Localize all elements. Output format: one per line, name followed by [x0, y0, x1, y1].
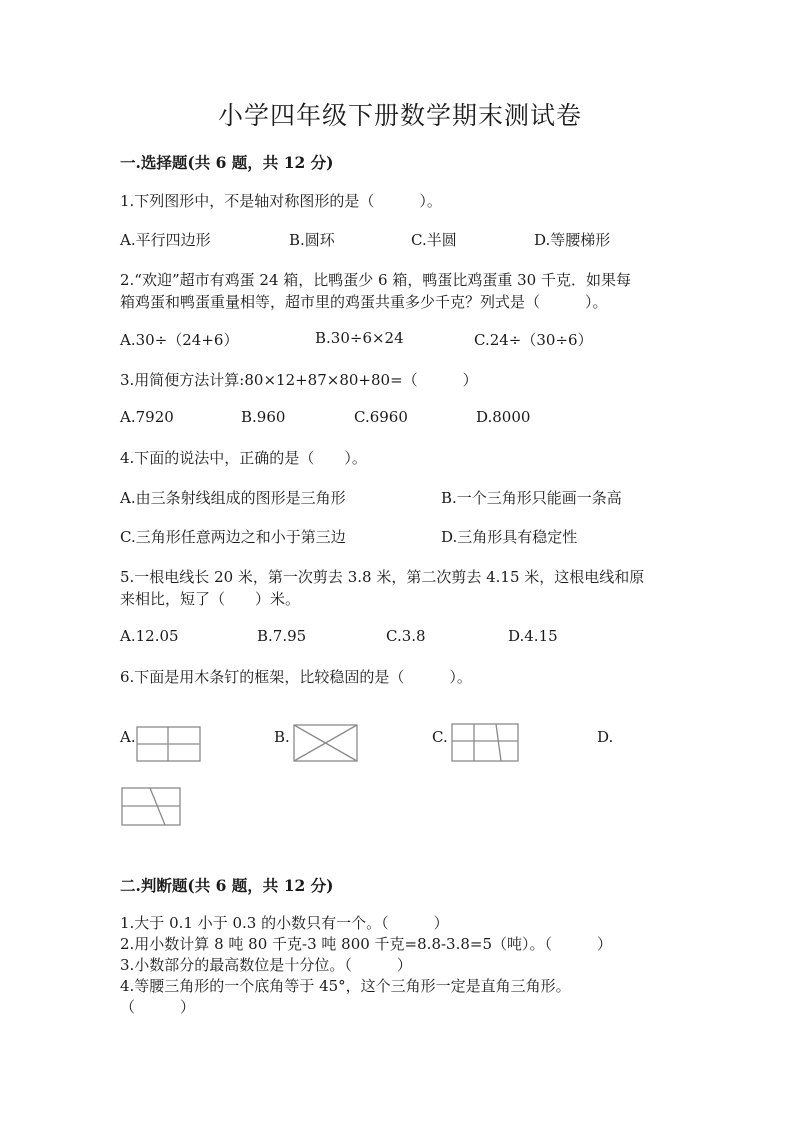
- page-title: 小学四年级下册数学期末测试卷: [217, 101, 582, 130]
- question-1-option-b: B.圆环: [289, 231, 335, 249]
- question-6-stem: 6.下面是用木条钉的框架，比较稳固的是（ ）。: [120, 668, 472, 686]
- question-2-stem-line2: 箱鸡蛋和鸭蛋重量相等，超市里的鸡蛋共重多少千克？列式是（ ）。: [120, 293, 608, 311]
- question-2-option-b: B.30÷6×24: [315, 329, 404, 347]
- question-3-option-a: A.7920: [120, 408, 174, 426]
- true-false-item-4-bracket: （ ）: [120, 998, 196, 1016]
- question-6-option-a-label: A.: [120, 728, 136, 746]
- question-3-option-c: C.6960: [354, 408, 408, 426]
- true-false-item-2: 2.用小数计算 8 吨 80 千克-3 吨 800 千克=8.8-3.8=5（吨）。（ ）: [120, 935, 613, 953]
- question-5-option-c: C.3.8: [386, 627, 426, 645]
- question-3-stem: 3.用简便方法计算:80×12+87×80+80=（ ）: [120, 371, 478, 389]
- question-1-option-c: C.半圆: [411, 231, 457, 249]
- frame-figure-c: [451, 722, 521, 770]
- question-2-option-a: A.30÷（24+6）: [120, 331, 239, 349]
- true-false-item-3: 3.小数部分的最高数位是十分位。（ ）: [120, 956, 412, 974]
- question-4-option-b: B.一个三角形只能画一条高: [441, 489, 622, 507]
- question-5-option-a: A.12.05: [120, 627, 179, 645]
- question-3-option-d: D.8000: [476, 408, 531, 426]
- question-5-option-b: B.7.95: [257, 627, 307, 645]
- section-heading-true-false: 二.判断题(共 6 题，共 12 分): [120, 876, 334, 895]
- question-4-option-c: C.三角形任意两边之和小于第三边: [120, 528, 346, 546]
- question-4-option-d: D.三角形具有稳定性: [441, 528, 578, 546]
- question-2-stem-line1: 2.“欢迎”超市有鸡蛋 24 箱，比鸭蛋少 6 箱，鸭蛋比鸡蛋重 30 千克．如果每: [120, 271, 631, 289]
- question-2-option-c: C.24÷（30÷6）: [474, 331, 593, 349]
- question-6-option-d-label: D.: [597, 728, 614, 746]
- question-5-stem-line2: 来相比，短了（ ）米。: [120, 590, 301, 608]
- question-5-stem-line1: 5.一根电线长 20 米，第一次剪去 3.8 米，第二次剪去 4.15 米，这根电线和原: [120, 568, 645, 586]
- question-1-stem: 1.下列图形中，不是轴对称图形的是（ ）。: [120, 192, 442, 210]
- question-4-option-a: A.由三条射线组成的图形是三角形: [120, 489, 346, 507]
- section-heading-choice: 一.选择题(共 6 题，共 12 分): [120, 153, 334, 172]
- question-6-option-b-label: B.: [274, 728, 290, 746]
- question-1-option-d: D.等腰梯形: [534, 231, 611, 249]
- true-false-item-4: 4.等腰三角形的一个底角等于 45°，这个三角形一定是直角三角形。: [120, 977, 571, 995]
- frame-figure-a: [136, 725, 202, 769]
- question-1-option-a: A.平行四边形: [120, 231, 211, 249]
- question-6-option-c-label: C.: [432, 728, 448, 746]
- true-false-item-1: 1.大于 0.1 小于 0.3 的小数只有一个。（ ）: [120, 914, 449, 932]
- frame-figure-d: [121, 786, 183, 832]
- question-3-option-b: B.960: [241, 408, 286, 426]
- frame-figure-b: [293, 723, 359, 769]
- question-5-option-d: D.4.15: [508, 627, 558, 645]
- question-4-stem: 4.下面的说法中，正确的是（ ）。: [120, 449, 367, 467]
